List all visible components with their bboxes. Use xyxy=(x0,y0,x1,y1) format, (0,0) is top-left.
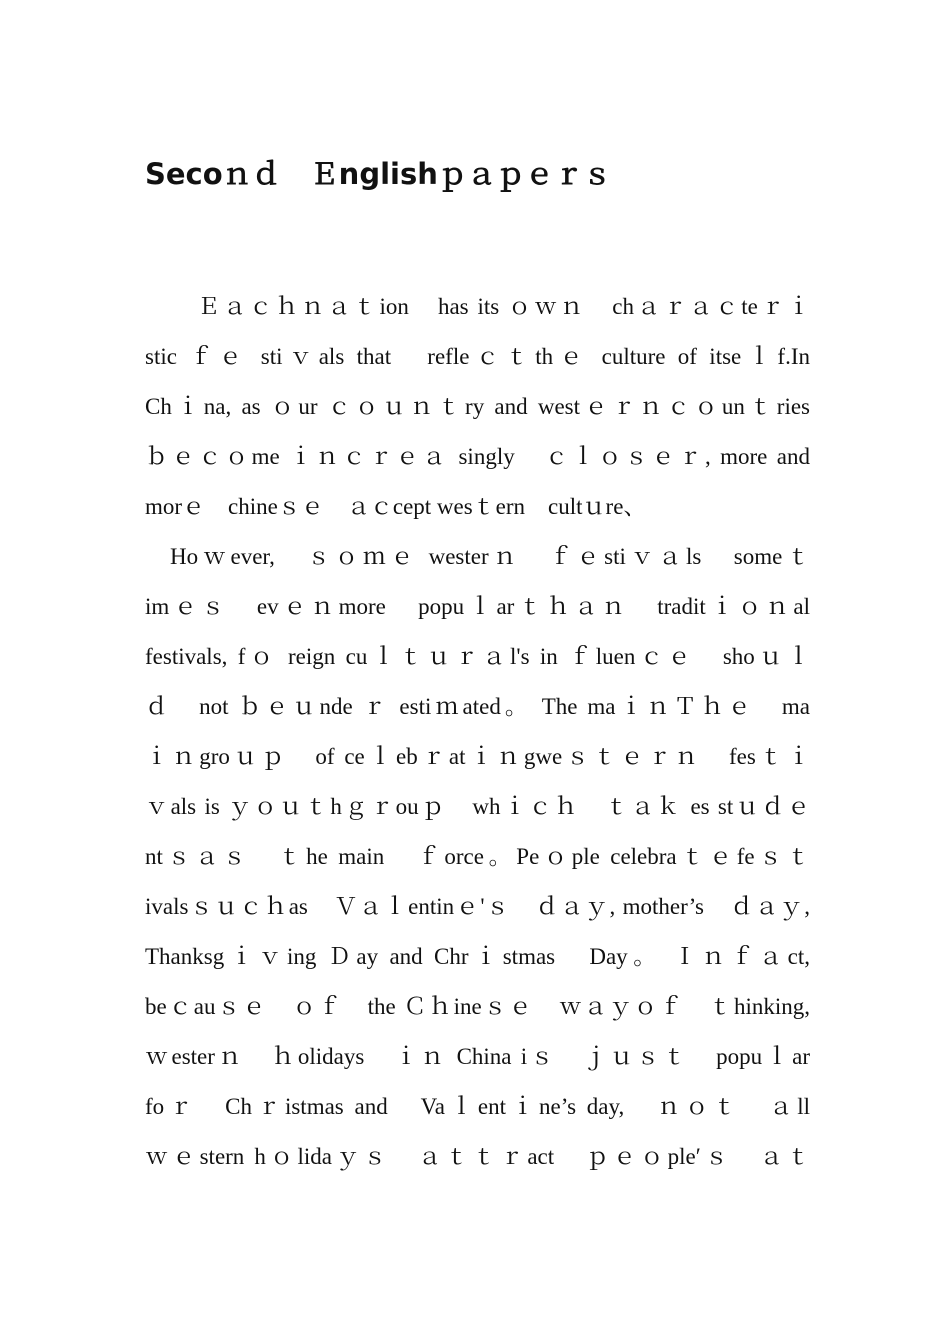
text-line: beｃauｓｅ ｏｆ the Ｃｈineｓｅ ｗａｙｏｆ ｔhinking, xyxy=(145,994,810,1019)
body-text xyxy=(145,287,810,1187)
document-title: Secoｎｄ Ｅnglishｐａｐｅｒｓ xyxy=(145,157,612,191)
text-line: ｗｅstern hｏlidaｙｓ ａｔｔｒact ｐｅｏple′ｓ ａｔ xyxy=(145,1144,810,1169)
text-line: morｅ chineｓｅ ａｃcept wesｔern cultｕre、 xyxy=(145,494,647,519)
text-line: ivalsｓｕｃｈas Ｖａｌentinｅ'ｓ ｄａｙ, mother’s ｄａｙ, xyxy=(145,894,810,919)
text-line: Hoｗever, ｓｏｍｅ westerｎ ｆｅstiｖａls someｔ xyxy=(170,544,810,569)
text-line: ntｓａｓ ｔhe main ｆorce。Peｏple celebraｔｅfeｓｔ xyxy=(145,844,810,869)
text-line: festivals, fｏ reign cuｌｔｕｒａl's in ｆluenｃｅ shoｕｌ xyxy=(145,644,810,669)
text-line: stic ｆｅ stiｖals that refleｃｔthｅ culture of itseｌf.In xyxy=(145,344,810,369)
text-line: ｄ not ｂｅｕnde ｒ estiｍated。 The maｉｎＴｈｅ ma xyxy=(145,694,810,719)
text-line: Thanksgｉｖing Ｄay and Chrｉstmas Day。 Ｉｎｆａct, xyxy=(145,944,810,969)
text-line: Ｅａｃｈｎａｔion has its ｏｗｎ chａｒａｃteｒｉ xyxy=(197,294,810,319)
text-line: foｒ Chｒistmas and Vaｌentｉne’s day, ｎｏｔ ａll xyxy=(145,1094,810,1119)
text-line: ｖals is ｙｏｕｔhｇｒouｐ whｉｃｈ ｔａｋ es stｕｄｅ xyxy=(145,794,810,819)
text-line: imｅｓ evｅｎmore popuｌarｔｈａｎ traditｉｏｎal xyxy=(145,594,810,619)
text-line: ｂｅｃｏme ｉｎｃｒｅａ singly ｃｌｏｓｅｒ, more and xyxy=(145,444,810,469)
text-line: ｗesterｎ ｈolidays ｉｎ China iｓ ｊｕｓｔ popuｌar xyxy=(145,1044,810,1069)
text-line: Chｉna, as ｏur ｃｏｕｎｔry and westｅｒｎｃｏunｔries xyxy=(145,394,810,419)
text-line: ｉｎgroｕｐ of ceｌebｒatｉｎgweｓｔｅｒｎ fesｔｉ xyxy=(145,744,810,769)
